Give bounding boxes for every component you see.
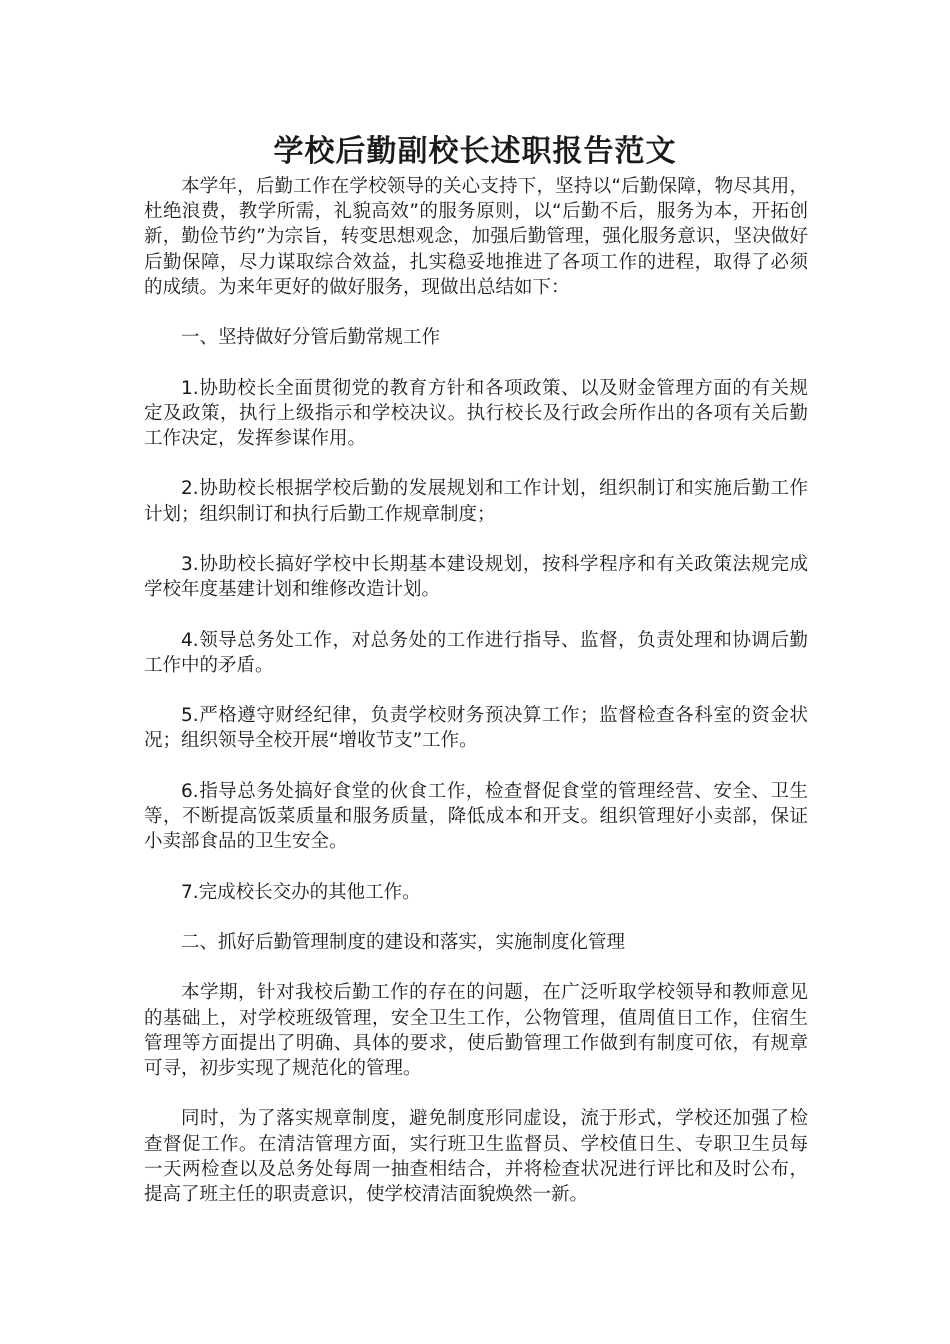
section-heading-1: 一、坚持做好分管后勤常规工作 (181, 327, 441, 349)
paragraph-item-5: 5.严格遵守财经纪律，负责学校财务预决算工作；监督检查各科室的资金状况；组织领导全校开展“增收节支”工作。 (144, 705, 808, 752)
paragraph-semester: 本学期，针对我校后勤工作的存在的问题，在广泛听取学校领导和教师意见的基础上，对学校班级管理，安全卫生工作，公物管理，值周值日工作，住宿生管理等方面提出了明确、具体的要求，使后勤管理工作做到有制度可依，有规章可寻，初步实现了规范化的管理。 (144, 982, 808, 1079)
paragraph-inspection: 同时，为了落实规章制度，避免制度形同虚设，流于形式，学校还加强了检查督促工作。在清洁管理方面，实行班卫生监督员、学校值日生、专职卫生员每一天两检查以及总务处每周一抽查相结合，并将检查状况进行评比和及时公布，提高了班主任的职责意识，使学校清洁面貌焕然一新。 (144, 1108, 808, 1205)
paragraph-item-7: 7.完成校长交办的其他工作。 (181, 881, 421, 903)
paragraph-item-6: 6.指导总务处搞好食堂的伙食工作，检查督促食堂的管理经营、安全、卫生等，不断提高饭菜质量和服务质量，降低成本和开支。组织管理好小卖部，保证小卖部食品的卫生安全。 (144, 780, 808, 853)
paragraph-intro: 本学年，后勤工作在学校领导的关心支持下，坚持以“后勤保障，物尽其用，杜绝浪费，教学所需，礼貌高效”的服务原则，以“后勤不后，服务为本，开拓创新，勤俭节约”为宗旨，转变思想观念，加强后勤管理，强化服务意识，坚决做好后勤保障，尽力谋取综合效益，扎实稳妥地推进了各项工作的进程，取得了必须的成绩。为来年更好的做好服务，现做出总结如下： (144, 176, 808, 298)
paragraph-item-2: 2.协助校长根据学校后勤的发展规划和工作计划，组织制订和实施后勤工作计划；组织制订和执行后勤工作规章制度； (144, 478, 808, 525)
document-title: 学校后勤副校长述职报告范文 (273, 134, 677, 169)
paragraph-item-1: 1.协助校长全面贯彻党的教育方针和各项政策、以及财金管理方面的有关规定及政策，执行上级指示和学校决议。执行校长及行政会所作出的各项有关后勤工作决定，发挥参谋作用。 (144, 377, 808, 449)
document-body (144, 174, 808, 1207)
paragraph-item-3: 3.协助校长搞好学校中长期基本建设规划，按科学程序和有关政策法规完成学校年度基建计划和维修改造计划。 (144, 553, 808, 601)
paragraph-item-4: 4.领导总务处工作，对总务处的工作进行指导、监督，负责处理和协调后勤工作中的矛盾。 (144, 629, 808, 676)
section-heading-2: 二、抓好后勤管理制度的建设和落实，实施制度化管理 (181, 931, 626, 953)
